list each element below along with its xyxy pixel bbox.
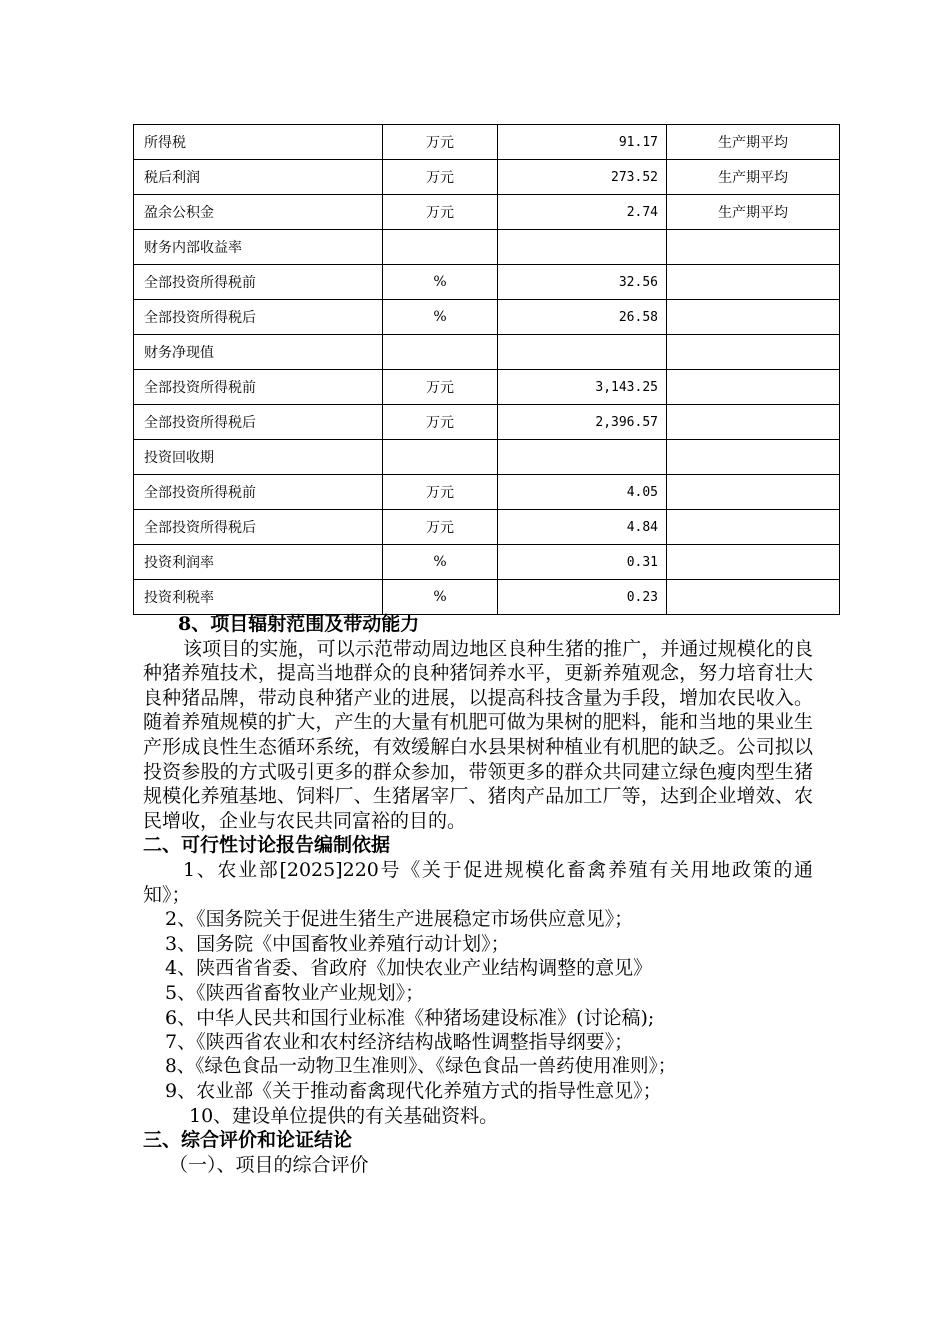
row-value-cell: 0.23 [498,580,667,615]
basis-item-9: 9、农业部《关于推动畜禽现代化养殖方式的指导性意见》； [165,1080,662,1103]
row-item-cell: 投资回收期 [134,440,383,475]
basis-item-3: 3、国务院《中国畜牧业养殖行动计划》； [165,932,510,955]
section-8-heading: 8、项目辐射范围及带动能力 [178,613,420,635]
row-item-cell: 财务净现值 [134,335,383,370]
table-row [134,440,840,475]
row-unit-cell: 万元 [383,160,498,195]
row-note-cell [667,230,840,265]
table-row [134,160,840,195]
basis-item-7: 7、《陕西省农业和农村经济结构战略性调整指导纲要》； [165,1031,634,1054]
basis-item-1: 1、农业部[2025]220号《关于促进规模化畜禽养殖有关用地政策的通知》； [143,858,813,906]
row-unit-cell: 万元 [383,370,498,405]
section-3-subheading: （一）、项目的综合评价 [169,1154,369,1177]
row-item-cell: 投资利润率 [134,545,383,580]
section-3-heading: 三、综合评价和论证结论 [143,1129,353,1152]
row-value-cell [498,440,667,475]
row-value-cell: 2.74 [498,195,667,230]
row-note-cell [667,370,840,405]
table-row [134,545,840,580]
row-note-cell [667,405,840,440]
row-note-cell: 生产期平均 [667,125,840,160]
row-value-cell: 4.05 [498,475,667,510]
row-item-cell: 全部投资所得税前 [134,475,383,510]
row-unit-cell [383,440,498,475]
table-row [134,300,840,335]
row-unit-cell: % [383,580,498,615]
row-unit-cell: % [383,545,498,580]
row-value-cell [498,335,667,370]
row-note-cell: 生产期平均 [667,160,840,195]
table-row [134,475,840,510]
section-8 [143,612,813,1178]
row-item-cell: 投资利税率 [134,580,383,615]
row-value-cell: 0.31 [498,545,667,580]
row-value-cell: 2,396.57 [498,405,667,440]
table-row [134,265,840,300]
row-unit-cell [383,230,498,265]
basis-item-5: 5、《陕西省畜牧业产业规划》； [165,981,425,1004]
row-item-cell: 财务内部收益率 [134,230,383,265]
basis-item-6: 6、中华人民共和国行业标准《种猪场建设标准》(讨论稿); [165,1006,655,1029]
table-row [134,195,840,230]
table-row [134,510,840,545]
table-row [134,370,840,405]
basis-item-2: 2、《国务院关于促进生猪生产进展稳定市场供应意见》； [165,908,634,931]
row-value-cell: 32.56 [498,265,667,300]
financial-indicator-table [133,124,840,615]
row-note-cell [667,545,840,580]
row-item-cell: 所得税 [134,125,383,160]
row-note-cell [667,335,840,370]
section-2-heading: 二、可行性讨论报告编制依据 [143,834,391,857]
row-item-cell: 盈余公积金 [134,195,383,230]
row-note-cell [667,440,840,475]
basis-item-8: 8、《绿色食品一动物卫生准则》、《绿色食品一兽药使用准则》； [165,1055,677,1077]
row-value-cell: 91.17 [498,125,667,160]
row-value-cell: 4.84 [498,510,667,545]
table-row [134,580,840,615]
row-unit-cell: 万元 [383,475,498,510]
row-unit-cell [383,335,498,370]
row-item-cell: 全部投资所得税前 [134,370,383,405]
row-unit-cell: 万元 [383,405,498,440]
row-note-cell [667,475,840,510]
row-value-cell: 26.58 [498,300,667,335]
table-row [134,125,840,160]
row-value-cell [498,230,667,265]
row-unit-cell: % [383,265,498,300]
row-note-cell [667,510,840,545]
table-row [134,230,840,265]
row-note-cell [667,300,840,335]
row-item-cell: 全部投资所得税后 [134,510,383,545]
row-unit-cell: 万元 [383,510,498,545]
row-unit-cell: 万元 [383,125,498,160]
row-item-cell: 税后利润 [134,160,383,195]
row-item-cell: 全部投资所得税后 [134,405,383,440]
row-value-cell: 273.52 [498,160,667,195]
basis-item-10: 10、建设单位提供的有关基础资料。 [189,1104,499,1127]
table-row [134,335,840,370]
row-unit-cell: 万元 [383,195,498,230]
row-note-cell [667,265,840,300]
row-item-cell: 全部投资所得税后 [134,300,383,335]
row-note-cell [667,580,840,615]
row-unit-cell: % [383,300,498,335]
section-8-paragraph: 该项目的实施，可以示范带动周边地区良种生猪的推广，并通过规模化的良种猪养殖技术，提高当地群众的良种猪饲养水平，更新养殖观念，努力培育壮大良种猪品牌，带动良种猪产业的进展，以提高科技含量为手段，增加农民收入。随着养殖规模的扩大，产生的大量有机肥可做为果树的肥料，能和当地的果业生产形成良性生态循环系统，有效缓解白水县果树种植业有机肥的缺乏。公司拟以投资参股的方式吸引更多的群众参加，带领更多的群众共同建立绿色瘦肉型生猪规模化养殖基地、饲料厂、生猪屠宰厂、猪肉产品加工厂等，达到企业增效、农民增收，企业与农民共同富裕的目的。 [143,637,813,832]
row-item-cell: 全部投资所得税前 [134,265,383,300]
table-row [134,405,840,440]
basis-item-4: 4、陕西省省委、省政府《加快农业产业结构调整的意见》 [165,957,653,980]
row-value-cell: 3,143.25 [498,370,667,405]
row-note-cell: 生产期平均 [667,195,840,230]
